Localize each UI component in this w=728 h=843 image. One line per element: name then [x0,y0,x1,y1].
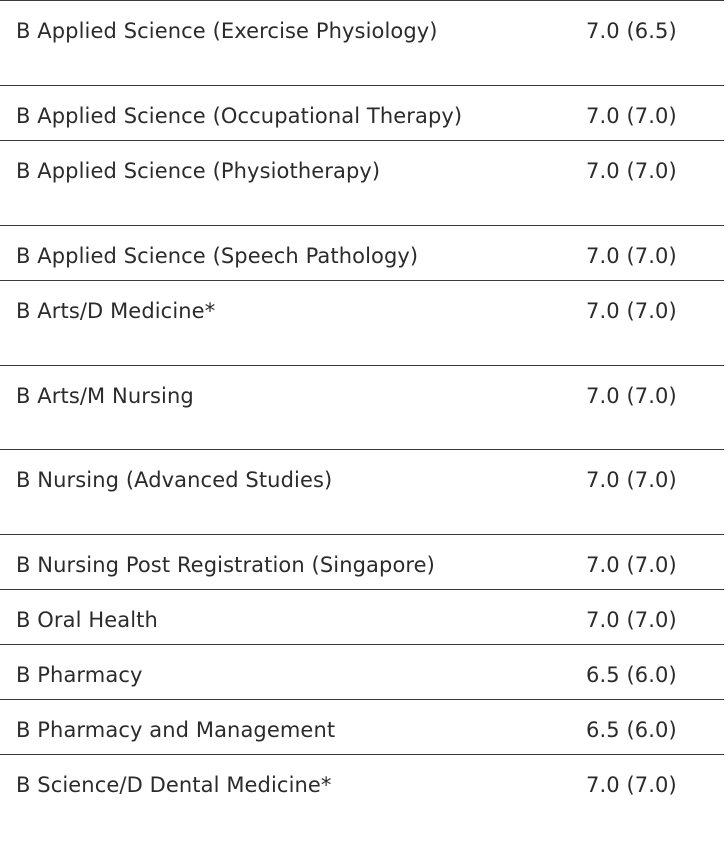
table-row [0,589,724,644]
table-row [0,140,724,225]
ielts-score: 7.0 (7.0) [586,159,677,183]
ielts-score: 7.0 (7.0) [586,104,677,128]
course-name: B Applied Science (Occupational Therapy) [16,104,463,128]
ielts-score: 7.0 (6.5) [586,19,677,43]
ielts-score: 7.0 (7.0) [586,299,677,323]
ielts-score: 7.0 (7.0) [586,468,677,492]
table-row [0,699,724,754]
course-name: B Oral Health [16,608,158,632]
ielts-score: 7.0 (7.0) [586,244,677,268]
table-row [0,0,724,85]
table-row [0,365,724,449]
course-name: B Nursing Post Registration (Singapore) [16,553,435,577]
table-row [0,644,724,699]
course-name: B Science/D Dental Medicine* [16,773,332,797]
table-row [0,754,724,837]
ielts-score: 7.0 (7.0) [586,553,677,577]
table-row [0,280,724,365]
course-name: B Nursing (Advanced Studies) [16,468,333,492]
course-name: B Arts/D Medicine* [16,299,216,323]
ielts-score: 7.0 (7.0) [586,384,677,408]
course-name: B Pharmacy and Management [16,718,336,742]
course-name: B Applied Science (Speech Pathology) [16,244,419,268]
ielts-score: 6.5 (6.0) [586,663,677,687]
course-name: B Pharmacy [16,663,143,687]
ielts-score: 7.0 (7.0) [586,773,677,797]
ielts-score: 6.5 (6.0) [586,718,677,742]
course-name: B Arts/M Nursing [16,384,194,408]
ielts-score: 7.0 (7.0) [586,608,677,632]
table-row [0,449,724,534]
table-row [0,225,724,280]
table-row [0,534,724,589]
table-row [0,85,724,140]
course-name: B Applied Science (Exercise Physiology) [16,19,438,43]
course-name: B Applied Science (Physiotherapy) [16,159,381,183]
